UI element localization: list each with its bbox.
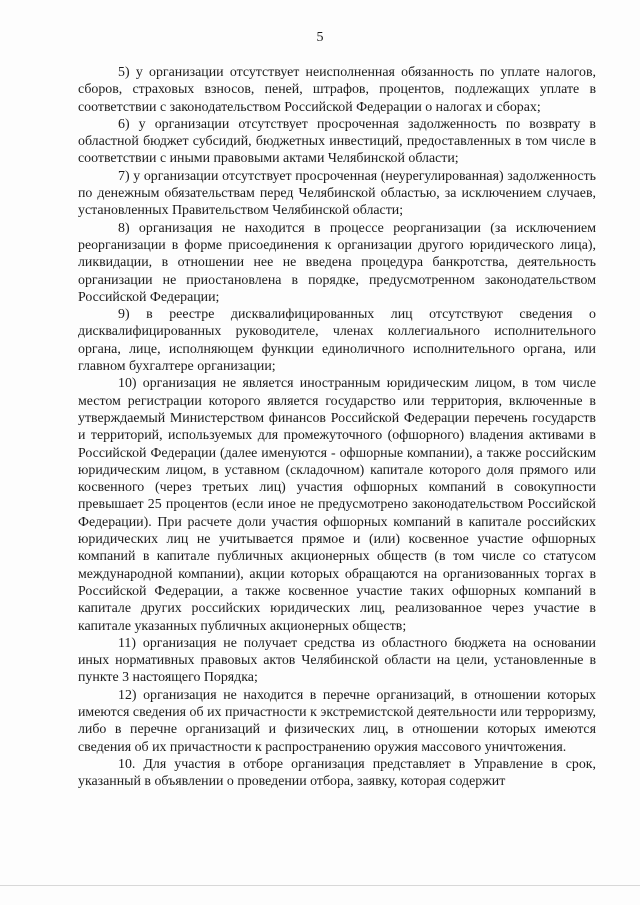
paragraph-item-5: 5) у организации отсутствует неисполненная обязанность по уплате налогов, сборов, страховых взносов, пеней, штрафов, процентов, подлежащих уплате в соответствии с законодательством Российской Федерации о налогах и сборах; <box>78 65 596 115</box>
page-number: 5 <box>316 30 324 45</box>
paragraph-item-12: 12) организация не находится в перечне организаций, в отношении которых имеются сведения об их причастности к экстремистской деятельности или терроризму, либо в перечне организаций и физических лиц, в отношении которых имеются сведения об их причастности к распространению оружия массового уничтожения. <box>78 687 596 755</box>
document-body <box>78 64 596 790</box>
page-edge-divider <box>0 885 640 886</box>
paragraph-item-10: 10) организация не является иностранным юридическим лицом, в том числе местом регистрации которого является государство или территория, включенные в утверждаемый Министерством финансов Российской Федерации перечень государств и территорий, используемых для промежуточного (офшорного) владения активами в Российской Федерации (далее именуются - офшорные компании), а также российским юридическим лицом, в уставном (складочном) капитале которого доля прямого или косвенного (через третьих лиц) участия офшорных компаний в совокупности превышает 25 процентов (если иное не предусмотрено законодательством Российской Федерации). При расчете доли участия офшорных компаний в капитале российских юридических лиц не учитывается прямое и (или) косвенное участие офшорных компаний в капитале публичных акционерных обществ (в том числе со статусом международной компании), акции которых обращаются на организованных торгах в Российской Федерации, а также косвенное участие таких офшорных компаний в капитале других российских юридических лиц, реализованное через участие в капитале указанных публичных акционерных обществ; <box>78 376 596 634</box>
paragraph-item-7: 7) у организации отсутствует просроченная (неурегулированная) задолженность по денежным обязательствам перед Челябинской областью, за исключением случаев, установленных Правительством Челябинской области; <box>78 168 596 219</box>
paragraph-item-8: 8) организация не находится в процессе реорганизации (за исключением реорганизации в форме присоединения к организации другого юридического лица), ликвидации, в отношении нее не введена процедура банкротства, деятельность организации не приостановлена в порядке, предусмотренном законодательством Российской Федерации; <box>78 220 596 305</box>
paragraph-clause-10: 10. Для участия в отборе организация представляет в Управление в срок, указанный в объявлении о проведении отбора, заявку, которая содержит <box>78 756 596 790</box>
paragraph-item-6: 6) у организации отсутствует просроченная задолженность по возврату в областной бюджет субсидий, бюджетных инвестиций, предоставленных в том числе в соответствии с иными правовыми актами Челябинской области; <box>78 116 596 167</box>
paragraph-item-9: 9) в реестре дисквалифицированных лиц отсутствуют сведения о дисквалифицированных руководителе, членах коллегиального исполнительного органа, лице, исполняющем функции единоличного исполнительного органа, или главном бухгалтере организации; <box>78 307 596 375</box>
paragraph-item-11: 11) организация не получает средства из областного бюджета на основании иных нормативных правовых актов Челябинской области на цели, установленные в пункте 3 настоящего Порядка; <box>78 635 596 686</box>
